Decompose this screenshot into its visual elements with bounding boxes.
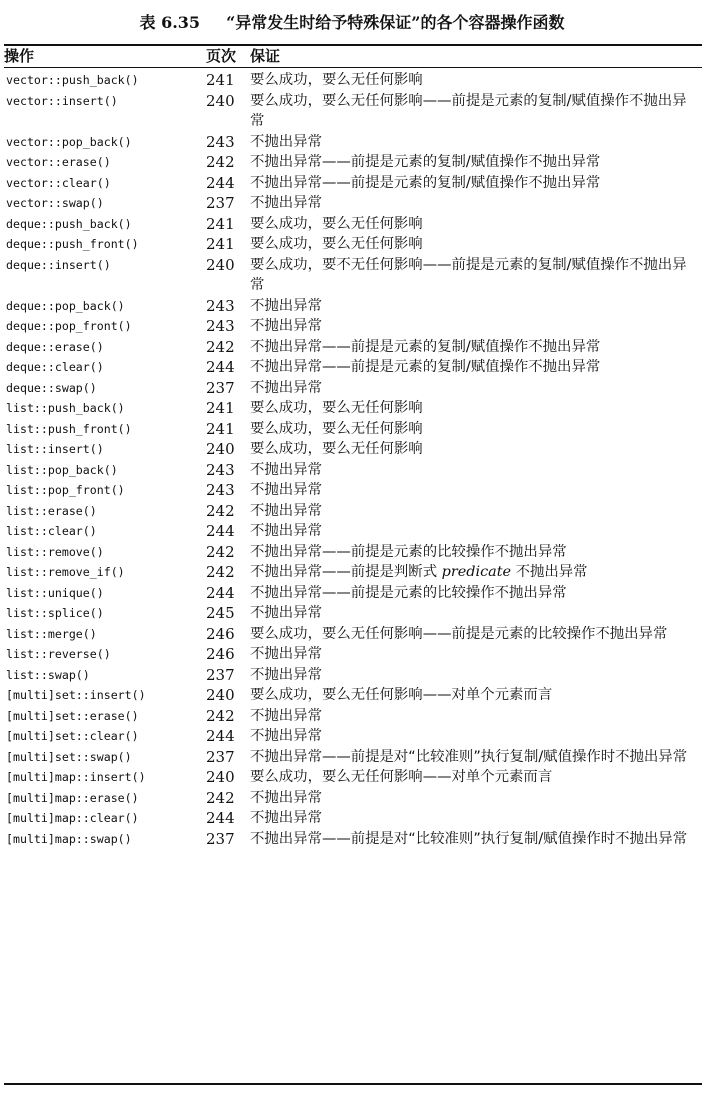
operation-cell: deque::pop_front() [6, 319, 132, 333]
page-cell: 240 [206, 686, 235, 704]
operation-cell: deque::erase() [6, 339, 104, 354]
table-row [4, 583, 702, 604]
guarantee-cell: 要么成功，要么无任何影响 [250, 420, 423, 437]
guarantee-cell: 不抛出异常——前提是对“比较准则”执行复制/赋值操作时不抛出异常 [250, 830, 688, 847]
page-cell: 244 [206, 809, 235, 827]
operation-cell: list::clear() [6, 524, 97, 538]
guarantee-cell: 要么成功，要么无任何影响 [250, 215, 423, 232]
guarantee-table [4, 46, 702, 849]
guarantee-cell: 不抛出异常 [250, 379, 322, 396]
page-cell: 241 [206, 214, 235, 233]
table-row [4, 378, 702, 399]
operation-cell: list::insert() [6, 442, 104, 456]
table-row [4, 624, 702, 645]
table-row [4, 316, 702, 337]
page-cell: 242 [206, 153, 235, 171]
table-row [4, 603, 702, 624]
operation-cell: [multi]map::swap() [6, 831, 132, 846]
operation-cell: deque::push_back() [6, 216, 132, 231]
table-row [4, 357, 702, 378]
table-row [4, 644, 702, 665]
page-cell: 237 [206, 747, 235, 766]
table-row [4, 214, 702, 235]
header-guarantee: 保证 [250, 47, 281, 65]
operation-cell: vector::erase() [6, 155, 111, 169]
page-cell: 246 [206, 645, 235, 663]
page-cell: 243 [206, 481, 235, 499]
table-row [4, 501, 702, 522]
page-cell: 244 [206, 727, 235, 745]
operation-cell: deque::insert() [6, 257, 111, 272]
operation-cell: list::erase() [6, 503, 97, 518]
header-operation: 操作 [4, 47, 35, 65]
table-row [4, 808, 702, 829]
page-cell: 245 [206, 604, 235, 622]
operation-cell: list::swap() [6, 667, 90, 682]
table-row [4, 829, 702, 850]
page-cell: 240 [206, 255, 235, 274]
table-row [4, 255, 702, 296]
guarantee-cell: 要么成功，要么无任何影响 [250, 400, 423, 416]
operation-cell: [multi]set::insert() [6, 688, 146, 702]
page-cell: 242 [206, 706, 235, 725]
operation-cell: vector::swap() [6, 196, 104, 210]
guarantee-cell: 不抛出异常 [250, 789, 322, 806]
operation-cell: deque::pop_back() [6, 298, 125, 313]
operation-cell: [multi]set::swap() [6, 749, 132, 764]
page-cell: 242 [206, 788, 235, 807]
operation-cell: vector::pop_back() [6, 134, 132, 149]
table-row [4, 173, 702, 194]
page-cell: 243 [206, 460, 235, 479]
guarantee-cell: 不抛出异常 [250, 810, 322, 826]
guarantee-cell: 要么成功，要么无任何影响——前提是元素的复制/赋值操作不抛出异常 [250, 92, 687, 129]
guarantee-cell: 不抛出异常——前提是判断式 predicate 不抛出异常 [250, 564, 588, 580]
guarantee-cell: 不抛出异常——前提是元素的复制/赋值操作不抛出异常 [250, 338, 601, 355]
guarantee-cell: 不抛出异常 [250, 646, 322, 662]
guarantee-cell: 不抛出异常——前提是对“比较准则”执行复制/赋值操作时不抛出异常 [250, 748, 688, 765]
operation-cell: deque::push_front() [6, 237, 139, 251]
table-row [4, 665, 702, 686]
table-row [4, 398, 702, 419]
table-row [4, 747, 702, 768]
page-cell: 244 [206, 522, 235, 540]
operation-cell: deque::clear() [6, 360, 104, 374]
guarantee-cell: 要么成功，要么无任何影响——对单个元素而言 [250, 687, 553, 703]
operation-cell: list::splice() [6, 606, 104, 620]
table-row [4, 542, 702, 563]
page-cell: 241 [206, 235, 235, 253]
guarantee-cell: 不抛出异常 [250, 318, 322, 334]
guarantee-cell: 不抛出异常 [250, 461, 322, 478]
table-row [4, 480, 702, 501]
guarantee-cell: 不抛出异常 [250, 502, 322, 519]
guarantee-cell: 要么成功，要么无任何影响——前提是元素的比较操作不抛出异常 [250, 625, 668, 642]
table-row [4, 419, 702, 440]
operation-cell: list::push_back() [6, 401, 125, 415]
operation-cell: list::reverse() [6, 647, 111, 661]
operation-cell: [multi]map::clear() [6, 811, 139, 825]
guarantee-cell: 不抛出异常 [250, 707, 322, 724]
guarantee-cell: 不抛出异常 [250, 297, 322, 314]
page-cell: 241 [206, 399, 235, 417]
guarantee-cell: 不抛出异常 [250, 523, 322, 539]
guarantee-cell: 不抛出异常 [250, 728, 322, 744]
table-row [4, 767, 702, 788]
operation-cell: [multi]set::clear() [6, 729, 139, 743]
table-row [4, 132, 702, 153]
table-row [4, 234, 702, 255]
page-cell: 242 [206, 337, 235, 356]
page-cell: 237 [206, 194, 235, 212]
page-cell: 241 [206, 71, 235, 89]
page-cell: 243 [206, 317, 235, 335]
operation-cell: vector::insert() [6, 93, 118, 108]
table-row [4, 562, 702, 583]
table-row [4, 460, 702, 481]
guarantee-cell: 不抛出异常 [250, 133, 322, 150]
table-row [4, 91, 702, 132]
operation-cell: list::remove() [6, 544, 104, 559]
operation-cell: vector::clear() [6, 175, 111, 190]
operation-cell: list::pop_back() [6, 462, 118, 477]
guarantee-cell: 不抛出异常——前提是元素的复制/赋值操作不抛出异常 [250, 359, 601, 375]
operation-cell: vector::push_back() [6, 73, 139, 87]
guarantee-cell: 不抛出异常 [250, 195, 322, 211]
operation-cell: list::unique() [6, 585, 104, 600]
guarantee-cell: 不抛出异常——前提是元素的比较操作不抛出异常 [250, 543, 567, 560]
table-row [4, 726, 702, 747]
page-cell: 241 [206, 419, 235, 438]
operation-cell: [multi]map::erase() [6, 790, 139, 805]
page-cell: 244 [206, 173, 235, 192]
page-cell: 237 [206, 829, 235, 848]
guarantee-cell: 不抛出异常——前提是元素的复制/赋值操作不抛出异常 [250, 174, 601, 191]
table-row [4, 152, 702, 173]
page-cell: 246 [206, 624, 235, 643]
page-cell: 240 [206, 440, 235, 458]
table-row [4, 439, 702, 460]
page-cell: 240 [206, 91, 235, 110]
table-caption [0, 10, 704, 33]
table-row [4, 193, 702, 214]
operation-cell: [multi]set::erase() [6, 708, 139, 723]
page-cell: 244 [206, 583, 235, 602]
guarantee-cell: 不抛出异常——前提是元素的复制/赋值操作不抛出异常 [250, 154, 601, 170]
guarantee-cell: 要么成功，要么无任何影响 [250, 236, 423, 252]
table-bottom-rule [4, 1083, 702, 1085]
page-cell: 242 [206, 542, 235, 561]
table-row [4, 337, 702, 358]
guarantee-cell: 要么成功，要么无任何影响——对单个元素而言 [250, 769, 553, 785]
table-title: “异常发生时给予特殊保证”的各个容器操作函数 [226, 13, 565, 32]
guarantee-cell: 要么成功，要么无任何影响 [250, 72, 423, 88]
table-row [4, 67, 702, 91]
table-row [4, 521, 702, 542]
page-cell: 243 [206, 296, 235, 315]
page-cell: 242 [206, 501, 235, 520]
operation-cell: list::merge() [6, 626, 97, 641]
table-row [4, 706, 702, 727]
guarantee-cell: 不抛出异常 [250, 482, 322, 498]
page-cell: 240 [206, 768, 235, 786]
operation-cell: list::pop_front() [6, 483, 125, 497]
guarantee-cell: 不抛出异常——前提是元素的比较操作不抛出异常 [250, 584, 567, 601]
guarantee-cell: 要么成功，要么无任何影响 [250, 441, 423, 457]
page-cell: 237 [206, 378, 235, 397]
table-row [4, 788, 702, 809]
page-cell: 242 [206, 563, 235, 581]
operation-cell: list::push_front() [6, 421, 132, 436]
table-header-row [4, 46, 702, 67]
operation-cell: deque::swap() [6, 380, 97, 395]
table-row [4, 685, 702, 706]
guarantee-cell: 不抛出异常 [250, 605, 322, 621]
guarantee-cell: 要么成功，要不无任何影响——前提是元素的复制/赋值操作不抛出异常 [250, 256, 687, 293]
page-cell: 243 [206, 132, 235, 151]
page-cell: 237 [206, 665, 235, 684]
operation-cell: [multi]map::insert() [6, 770, 146, 784]
guarantee-cell: 不抛出异常 [250, 666, 322, 683]
predicate-term: predicate [441, 564, 512, 580]
table-row [4, 296, 702, 317]
page-cell: 244 [206, 358, 235, 376]
operation-cell: list::remove_if() [6, 565, 125, 579]
table-number: 表 6.35 [139, 13, 201, 32]
header-page: 页次 [206, 47, 237, 65]
